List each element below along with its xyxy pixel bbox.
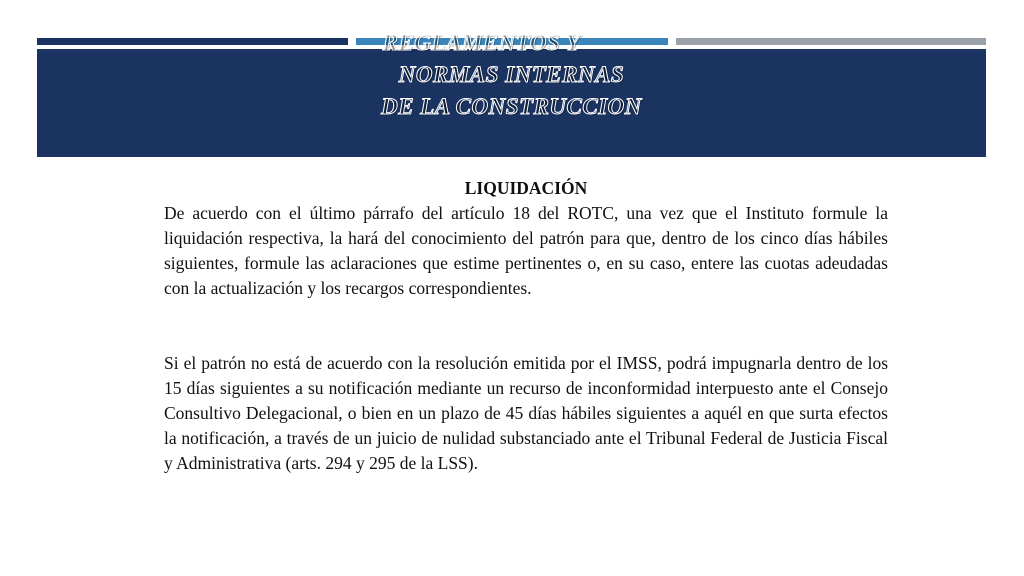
slide-title-line-1: REGLAMENTOS Y: [382, 30, 581, 55]
slide-title-line-3: DE LA CONSTRUCCION: [381, 94, 642, 119]
paragraph-liquidacion: De acuerdo con el último párrafo del artículo 18 del ROTC, una vez que el Instituto formule la liquidación respectiva, la hará del conocimiento del patrón para que, dentro de los cinco días hábiles siguientes, formule las aclaraciones que estime pertinentes o, en su caso, entere las cuotas adeudadas con la actualización y los recargos correspondientes.: [164, 203, 888, 298]
content-body: [164, 176, 888, 476]
title-band: [37, 30, 986, 157]
slide-title-line-2: NORMAS INTERNAS: [398, 62, 625, 87]
paragraph-impugnacion: Si el patrón no está de acuerdo con la resolución emitida por el IMSS, podrá impugnarla dentro de los 15 días siguientes a su notificación mediante un recurso de inconformidad interpuesto ante el Consejo Consultivo Delegacional, o bien en un plazo de 45 días hábiles siguientes a aquél en que surta efectos la notificación, a través de un juicio de nulidad substanciado ante el Tribunal Federal de Justicia Fiscal y Administrativa (arts. 294 y 295 de la LSS).: [164, 353, 888, 473]
section-heading: LIQUIDACIÓN: [464, 178, 588, 198]
slide-title: [37, 27, 986, 123]
